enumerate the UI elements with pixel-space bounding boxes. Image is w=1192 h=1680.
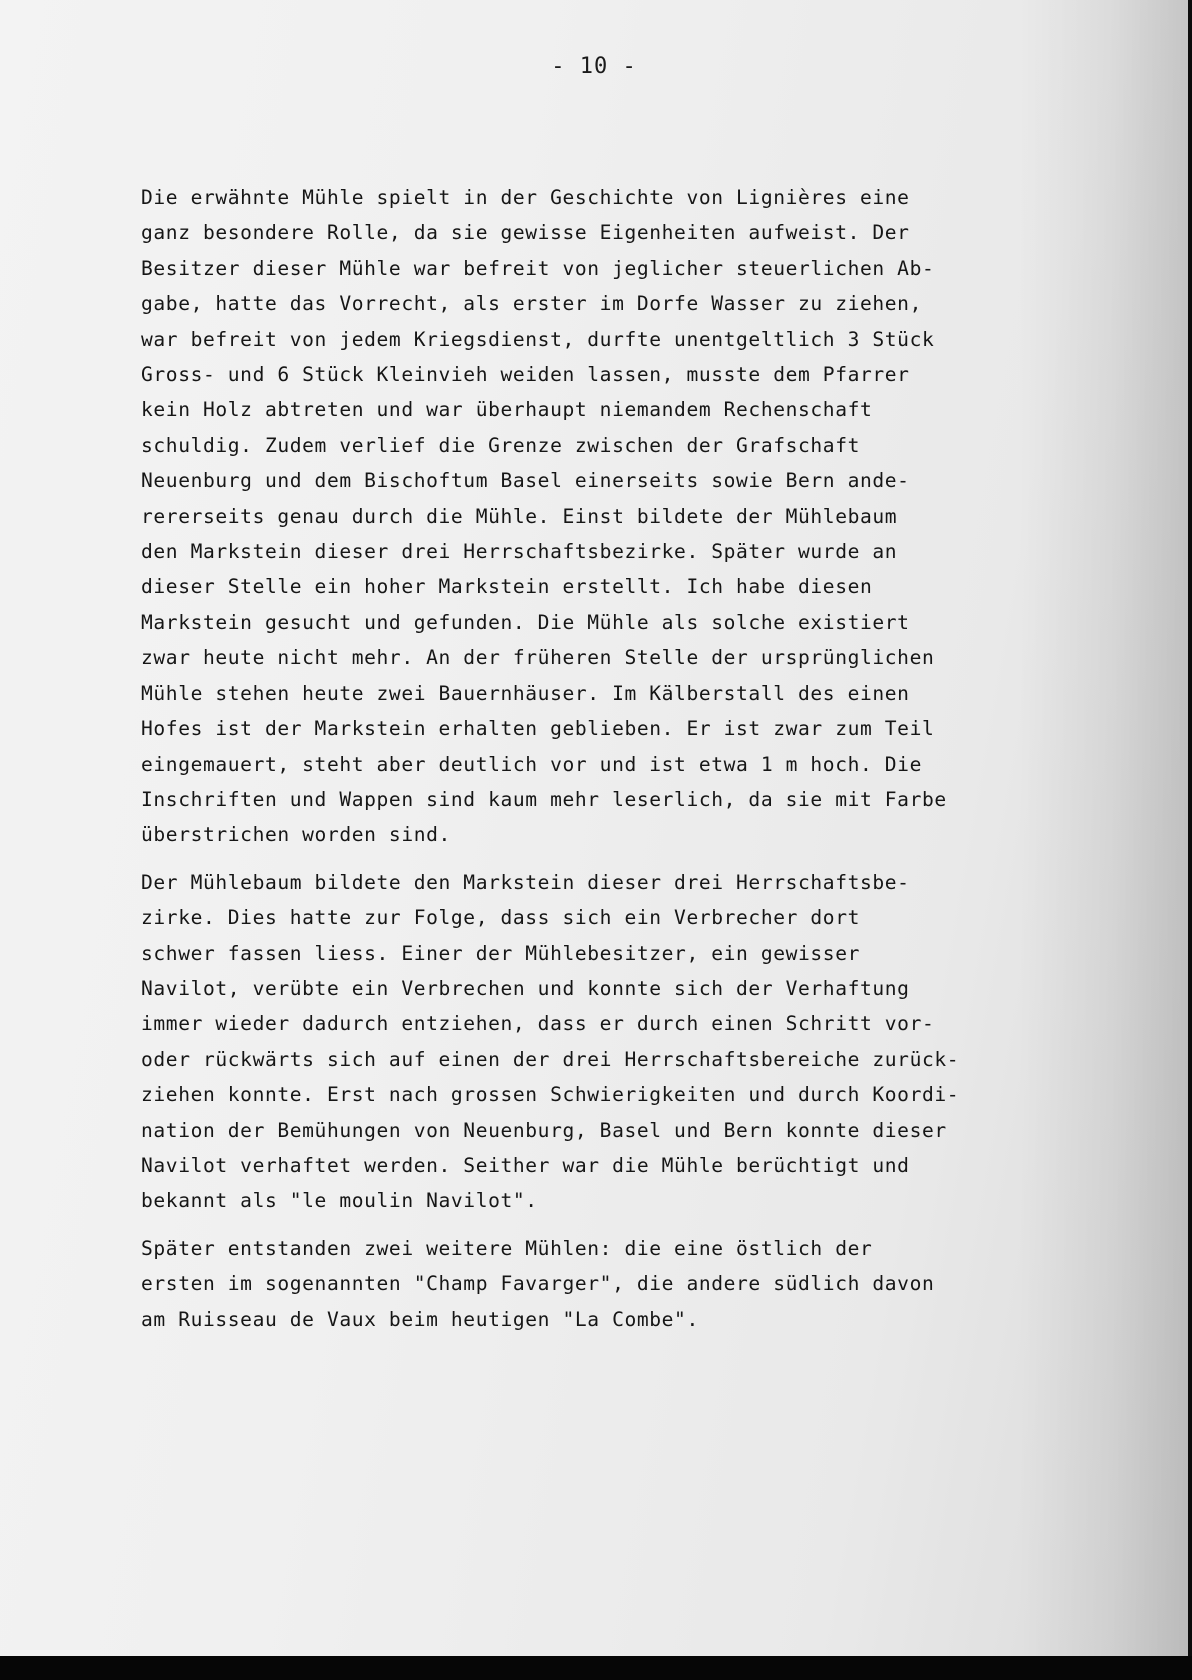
text-line: Der Mühlebaum bildete den Markstein dieser drei Herrschaftsbe- (141, 870, 910, 894)
text-line: gabe, hatte das Vorrecht, als erster im Dorfe Wasser zu ziehen, (141, 292, 922, 316)
text-line: rererseits genau durch die Mühle. Einst bildete der Mühlebaum (141, 504, 898, 528)
text-line: eingemauert, steht aber deutlich vor und ist etwa 1 m hoch. Die (141, 752, 922, 776)
text-line: am Ruisseau de Vaux beim heutigen "La Combe". (141, 1307, 699, 1331)
text-line: immer wieder dadurch entziehen, dass er durch einen Schritt vor- (141, 1012, 935, 1036)
text-line: dieser Stelle ein hoher Markstein erstellt. Ich habe diesen (141, 575, 873, 599)
text-line: den Markstein dieser drei Herrschaftsbezirke. Später wurde an (141, 540, 898, 564)
text-line: Inschriften und Wappen sind kaum mehr leserlich, da sie mit Farbe (141, 787, 947, 811)
text-line: ersten im sogenannten "Champ Favarger", die andere südlich davon (141, 1272, 935, 1296)
text-line: Neuenburg und dem Bischoftum Basel einerseits sowie Bern ande- (141, 469, 910, 493)
paragraph-1 (141, 180, 1151, 853)
text-line: nation der Bemühungen von Neuenburg, Basel und Bern konnte dieser (141, 1118, 947, 1142)
text-line: Markstein gesucht und gefunden. Die Mühle als solche existiert (141, 610, 910, 634)
paragraph-3 (141, 1231, 1151, 1337)
text-line: Besitzer dieser Mühle war befreit von jeglicher steuerlichen Ab- (141, 256, 935, 280)
text-line: Navilot, verübte ein Verbrechen und konnte sich der Verhaftung (141, 976, 910, 1000)
text-line: kein Holz abtreten und war überhaupt niemandem Rechenschaft (141, 398, 873, 422)
document-body (141, 180, 1151, 1349)
text-line: Hofes ist der Markstein erhalten geblieben. Er ist zwar zum Teil (141, 717, 935, 741)
text-line: ganz besondere Rolle, da sie gewisse Eigenheiten aufweist. Der (141, 221, 910, 245)
text-line: zwar heute nicht mehr. An der früheren Stelle der ursprünglichen (141, 646, 935, 670)
text-line: schuldig. Zudem verlief die Grenze zwischen der Grafschaft (141, 433, 860, 457)
text-line: zirke. Dies hatte zur Folge, dass sich ein Verbrecher dort (141, 906, 860, 930)
paragraph-2 (141, 865, 1151, 1219)
text-line: oder rückwärts sich auf einen der drei Herrschaftsbereiche zurück- (141, 1047, 960, 1071)
page-number: - 10 - (551, 54, 637, 79)
text-line: war befreit von jedem Kriegsdienst, durfte unentgeltlich 3 Stück (141, 327, 935, 351)
text-line: überstrichen worden sind. (141, 823, 451, 847)
text-line: ziehen konnte. Erst nach grossen Schwierigkeiten und durch Koordi- (141, 1083, 960, 1107)
text-line: bekannt als "le moulin Navilot". (141, 1189, 538, 1213)
text-line: schwer fassen liess. Einer der Mühlebesitzer, ein gewisser (141, 941, 860, 965)
scan-border (0, 1656, 1192, 1680)
text-line: Mühle stehen heute zwei Bauernhäuser. Im Kälberstall des einen (141, 681, 910, 705)
text-line: Später entstanden zwei weitere Mühlen: die eine östlich der (141, 1236, 873, 1260)
text-line: Die erwähnte Mühle spielt in der Geschichte von Lignières eine (141, 186, 910, 209)
text-line: Gross- und 6 Stück Kleinvieh weiden lassen, musste dem Pfarrer (141, 363, 910, 387)
text-line: Navilot verhaftet werden. Seither war die Mühle berüchtigt und (141, 1153, 910, 1177)
